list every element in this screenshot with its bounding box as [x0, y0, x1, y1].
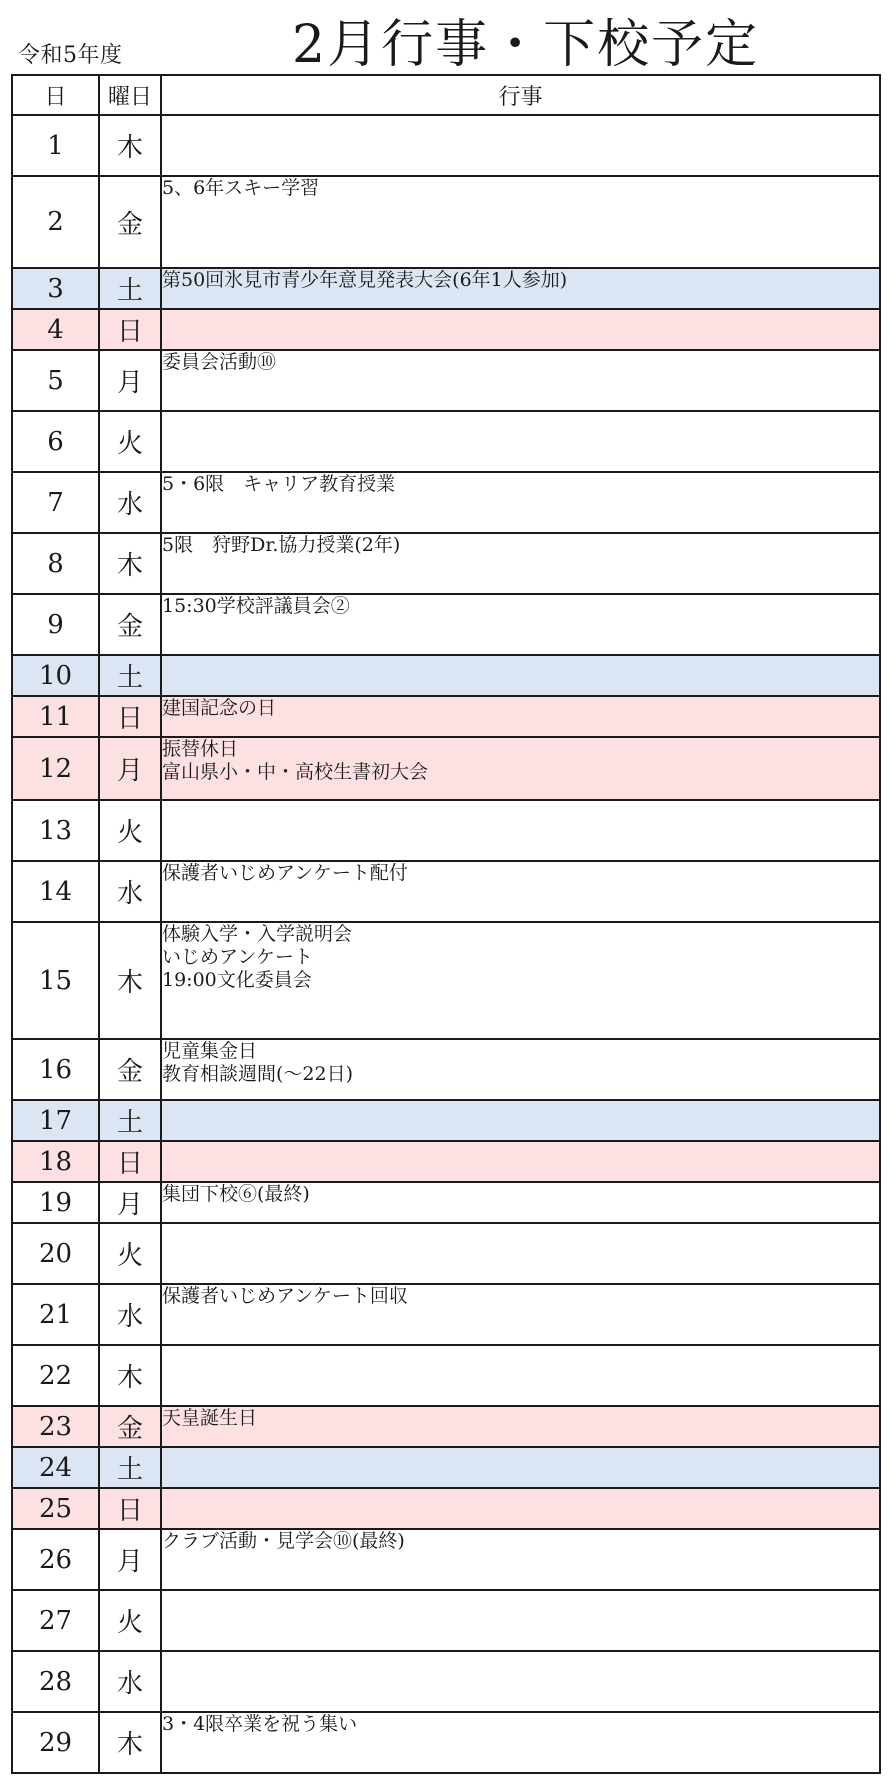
- column-header-day: 日: [12, 75, 99, 115]
- table-row: [12, 1406, 880, 1447]
- events-cell: [161, 115, 880, 176]
- day-cell: 22: [12, 1345, 99, 1406]
- table-row: [12, 655, 880, 696]
- table-row: [12, 594, 880, 655]
- event-text: 5限 狩野Dr.協力授業(2年): [162, 534, 401, 556]
- day-cell: 6: [12, 411, 99, 472]
- weekday-cell: 水: [99, 861, 161, 922]
- event-text: 委員会活動⑩: [162, 351, 277, 373]
- fiscal-year-label: 令和5年度: [18, 43, 123, 68]
- day-cell: 9: [12, 594, 99, 655]
- event-text: 第50回氷見市青少年意見発表大会(6年1人参加): [162, 269, 568, 291]
- day-cell: 24: [12, 1447, 99, 1488]
- events-cell: [161, 1529, 880, 1590]
- event-text: 児童集金日: [162, 1040, 258, 1062]
- events-cell: [161, 594, 880, 655]
- day-cell: 29: [12, 1712, 99, 1773]
- day-cell: 16: [12, 1039, 99, 1100]
- day-cell: 8: [12, 533, 99, 594]
- day-cell: 5: [12, 350, 99, 411]
- day-cell: 28: [12, 1651, 99, 1712]
- event-text: 3・4限卒業を祝う集い: [162, 1713, 358, 1735]
- table-row: [12, 1345, 880, 1406]
- day-cell: 15: [12, 922, 99, 1039]
- weekday-cell: 日: [99, 309, 161, 350]
- events-cell: [161, 1488, 880, 1529]
- events-cell: [161, 472, 880, 533]
- weekday-cell: 火: [99, 1223, 161, 1284]
- event-text: 集団下校⑥(最終): [162, 1183, 310, 1205]
- table-row: [12, 696, 880, 737]
- day-cell: 3: [12, 268, 99, 309]
- event-text: 教育相談週間(～22日): [162, 1063, 354, 1085]
- event-text: 5・6限 キャリア教育授業: [162, 473, 396, 495]
- weekday-cell: 月: [99, 1529, 161, 1590]
- weekday-cell: 水: [99, 472, 161, 533]
- table-row: [12, 922, 880, 1039]
- day-cell: 17: [12, 1100, 99, 1141]
- day-cell: 14: [12, 861, 99, 922]
- weekday-cell: 水: [99, 1651, 161, 1712]
- table-row: [12, 1447, 880, 1488]
- table-row: [12, 1651, 880, 1712]
- events-cell: [161, 533, 880, 594]
- events-cell: [161, 1406, 880, 1447]
- weekday-cell: 土: [99, 1100, 161, 1141]
- table-row: [12, 1590, 880, 1651]
- events-cell: [161, 1447, 880, 1488]
- events-cell: [161, 1345, 880, 1406]
- day-cell: 18: [12, 1141, 99, 1182]
- event-text: 5、6年スキー学習: [162, 177, 320, 199]
- events-cell: [161, 861, 880, 922]
- weekday-cell: 月: [99, 1182, 161, 1223]
- events-cell: [161, 800, 880, 861]
- day-cell: 20: [12, 1223, 99, 1284]
- weekday-cell: 木: [99, 1345, 161, 1406]
- table-row: [12, 533, 880, 594]
- event-text: 天皇誕生日: [162, 1407, 258, 1429]
- events-cell: [161, 1284, 880, 1345]
- weekday-cell: 日: [99, 1141, 161, 1182]
- event-text: クラブ活動・見学会⑩(最終): [162, 1530, 405, 1552]
- weekday-cell: 月: [99, 737, 161, 800]
- events-cell: [161, 696, 880, 737]
- event-text: 保護者いじめアンケート配付: [162, 862, 408, 884]
- table-row: [12, 861, 880, 922]
- table-row: [12, 1182, 880, 1223]
- weekday-cell: 金: [99, 1406, 161, 1447]
- events-cell: [161, 1651, 880, 1712]
- day-cell: 19: [12, 1182, 99, 1223]
- events-cell: [161, 1712, 880, 1773]
- day-cell: 21: [12, 1284, 99, 1345]
- events-cell: [161, 176, 880, 268]
- day-cell: 2: [12, 176, 99, 268]
- day-cell: 7: [12, 472, 99, 533]
- day-cell: 1: [12, 115, 99, 176]
- weekday-cell: 土: [99, 1447, 161, 1488]
- weekday-cell: 火: [99, 1590, 161, 1651]
- table-row: [12, 1284, 880, 1345]
- table-row: [12, 1039, 880, 1100]
- weekday-cell: 火: [99, 800, 161, 861]
- event-text: 建国記念の日: [162, 697, 277, 719]
- table-row: [12, 1488, 880, 1529]
- event-text: 富山県小・中・高校生書初大会: [162, 761, 429, 783]
- weekday-cell: 木: [99, 533, 161, 594]
- weekday-cell: 日: [99, 1488, 161, 1529]
- event-text: 保護者いじめアンケート回収: [162, 1285, 408, 1307]
- weekday-cell: 金: [99, 176, 161, 268]
- events-cell: [161, 1141, 880, 1182]
- events-cell: [161, 1039, 880, 1100]
- table-row: [12, 1223, 880, 1284]
- event-text: いじめアンケート: [162, 946, 313, 968]
- schedule-rows: [12, 115, 880, 1773]
- column-header-events: 行事: [161, 75, 880, 115]
- weekday-cell: 土: [99, 268, 161, 309]
- table-row: [12, 800, 880, 861]
- table-row: [12, 1141, 880, 1182]
- table-row: [12, 115, 880, 176]
- table-row: [12, 411, 880, 472]
- weekday-cell: 火: [99, 411, 161, 472]
- events-cell: [161, 1223, 880, 1284]
- table-header-row: [12, 75, 880, 115]
- day-cell: 11: [12, 696, 99, 737]
- day-cell: 12: [12, 737, 99, 800]
- table-row: [12, 472, 880, 533]
- events-cell: [161, 922, 880, 1039]
- events-cell: [161, 737, 880, 800]
- events-cell: [161, 1100, 880, 1141]
- weekday-cell: 土: [99, 655, 161, 696]
- weekday-cell: 金: [99, 1039, 161, 1100]
- table-row: [12, 350, 880, 411]
- table-row: [12, 1529, 880, 1590]
- table-row: [12, 268, 880, 309]
- table-row: [12, 1712, 880, 1773]
- day-cell: 10: [12, 655, 99, 696]
- day-cell: 23: [12, 1406, 99, 1447]
- events-cell: [161, 1590, 880, 1651]
- events-cell: [161, 1182, 880, 1223]
- day-cell: 4: [12, 309, 99, 350]
- table-row: [12, 1100, 880, 1141]
- weekday-cell: 木: [99, 922, 161, 1039]
- schedule-table: [11, 74, 881, 1774]
- day-cell: 13: [12, 800, 99, 861]
- events-cell: [161, 309, 880, 350]
- weekday-cell: 月: [99, 350, 161, 411]
- event-text: 体験入学・入学説明会: [162, 923, 353, 945]
- column-header-weekday: 曜日: [99, 75, 161, 115]
- page-title: 2月行事・下校予定: [292, 15, 760, 75]
- weekday-cell: 水: [99, 1284, 161, 1345]
- events-cell: [161, 268, 880, 309]
- event-text: 振替休日: [162, 738, 239, 760]
- event-text: 19:00文化委員会: [162, 969, 312, 991]
- table-row: [12, 176, 880, 268]
- event-text: 15:30学校評議員会②: [162, 595, 350, 617]
- weekday-cell: 日: [99, 696, 161, 737]
- events-cell: [161, 411, 880, 472]
- day-cell: 26: [12, 1529, 99, 1590]
- events-cell: [161, 655, 880, 696]
- table-row: [12, 309, 880, 350]
- weekday-cell: 金: [99, 594, 161, 655]
- weekday-cell: 木: [99, 115, 161, 176]
- events-cell: [161, 350, 880, 411]
- day-cell: 27: [12, 1590, 99, 1651]
- day-cell: 25: [12, 1488, 99, 1529]
- weekday-cell: 木: [99, 1712, 161, 1773]
- table-row: [12, 737, 880, 800]
